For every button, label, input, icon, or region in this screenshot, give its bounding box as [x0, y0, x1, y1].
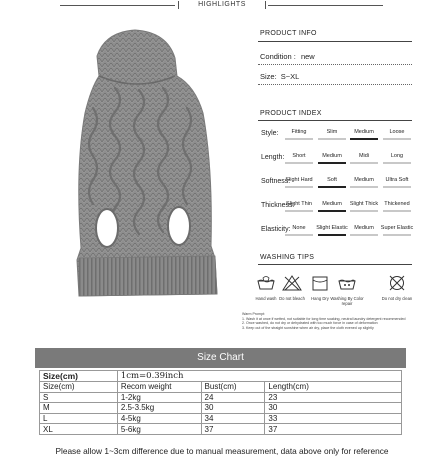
index-option: Midi: [358, 153, 370, 159]
index-option-selected-bar: [318, 210, 346, 212]
index-option-bar: [350, 186, 378, 188]
index-option: Medium: [354, 129, 374, 135]
condition-row: [260, 52, 315, 61]
index-option-bar: [350, 210, 378, 212]
warm-prompt-line: 1. Wash it at once if wetted, not suitable for long time soaking, neutral laundry detergent recommended: [242, 316, 406, 321]
index-option-selected-bar: [350, 138, 378, 140]
size-table-cell: 30: [201, 403, 265, 414]
washing-heading: WASHING TIPS: [260, 254, 315, 261]
wash-label: Washing By Color repair: [330, 296, 364, 306]
index-label: Thickness:: [261, 202, 295, 209]
index-option-bar: [285, 234, 313, 236]
index-label: Length:: [261, 154, 285, 161]
wash-label: Do not dry clean: [381, 296, 413, 301]
index-label: Elasticity:: [261, 226, 291, 233]
index-option: Thickened: [384, 201, 410, 207]
index-option: Medium: [322, 201, 342, 207]
size-table-row: [40, 403, 402, 414]
size-table-cell: Size(cm): [40, 382, 118, 393]
index-option-bar: [383, 234, 411, 236]
index-option-bar: [350, 234, 378, 236]
index-option: Medium: [354, 177, 374, 183]
wash-label: Do not bleach: [279, 296, 305, 301]
size-table-title: Size(cm): [40, 371, 118, 382]
index-option: Long: [390, 153, 404, 159]
warm-prompt: [242, 312, 405, 330]
index-option: Soft: [327, 177, 337, 183]
index-option-bar: [383, 138, 411, 140]
size-table-cell: Bust(cm): [201, 382, 265, 393]
wash-label: Hang Dry: [311, 296, 329, 301]
index-option: Slight Thick: [349, 201, 379, 207]
header-tick-right: [265, 1, 266, 9]
size-table-cell: 23: [265, 392, 402, 403]
index-option: None: [292, 225, 306, 231]
hand-wash-icon: [256, 275, 276, 291]
washing-rule: [258, 264, 412, 265]
size-table-cell: 1-2kg: [117, 392, 201, 403]
index-option: Slim: [326, 129, 338, 135]
index-option: Fitting: [291, 129, 307, 135]
index-option: Ultra Soft: [385, 177, 409, 183]
knit-sweater-illustration: [27, 18, 242, 308]
index-option-bar: [383, 162, 411, 164]
size-table-cell: 37: [201, 424, 265, 435]
index-option: Medium: [354, 225, 374, 231]
index-option-bar: [285, 210, 313, 212]
size-row: [260, 72, 299, 81]
warm-prompt-line: 2. Once washed, do not dry or dehydrated with too much force in case of deformation: [242, 321, 378, 326]
no-dry-clean-icon: [387, 275, 407, 291]
product-info-heading: PRODUCT INFO: [260, 30, 317, 37]
index-option: Slight Elastic: [316, 225, 348, 231]
measurement-note: Please allow 1~3cm difference due to manual measurement, data above only for reference: [55, 446, 389, 456]
size-table-cell: Recom weight: [117, 382, 201, 393]
condition-value: new: [300, 52, 315, 61]
color-wash-icon: [337, 275, 357, 291]
hang-dry-icon: [310, 275, 330, 291]
product-index-rule: [258, 120, 412, 121]
size-table-cell: 5-6kg: [117, 424, 201, 435]
unit-conversion: 1cm=0.39inch: [117, 371, 401, 382]
index-option-bar: [318, 138, 346, 140]
size-table-header-row: [40, 382, 402, 393]
page-title: HIGHLIGHTS: [198, 1, 246, 8]
index-option: Super Elastic: [380, 225, 414, 231]
size-chart-heading: Size Chart: [35, 348, 406, 368]
index-option: Slight Thin: [286, 201, 312, 207]
no-bleach-icon: [282, 275, 302, 291]
product-info-rule: [258, 41, 412, 42]
index-label: Softness:: [261, 178, 291, 185]
warm-prompt-title: Warm Prompt:: [242, 312, 266, 316]
wash-label: Hand wash: [255, 296, 277, 301]
condition-rule: [258, 64, 412, 65]
index-option-selected-bar: [318, 234, 346, 236]
product-image: [27, 18, 242, 308]
size-table-cell: 2.5-3.5kg: [117, 403, 201, 414]
index-option-selected-bar: [318, 186, 346, 188]
index-option-bar: [285, 186, 313, 188]
size-table-cell: L: [40, 413, 118, 424]
index-option-bar: [285, 162, 313, 164]
size-value: S~XL: [280, 72, 300, 81]
product-index-heading: PRODUCT INDEX: [260, 110, 322, 117]
size-table-cell: 33: [265, 413, 402, 424]
index-option: Medium: [322, 153, 342, 159]
size-table-cell: 37: [265, 424, 402, 435]
size-table-cell: M: [40, 403, 118, 414]
size-table-cell: 30: [265, 403, 402, 414]
index-label: Style:: [261, 130, 279, 137]
index-option-bar: [383, 186, 411, 188]
size-table-row: [40, 413, 402, 424]
size-label: Size:: [260, 72, 277, 81]
size-table-cell: Length(cm): [265, 382, 402, 393]
index-option-bar: [285, 138, 313, 140]
index-option: Slight Hard: [285, 177, 313, 183]
index-option: Short: [292, 153, 306, 159]
size-table: [39, 370, 402, 435]
warm-prompt-line: 3. Keep out of the straight sunshine when air dry, place the cloth evened up slightly: [242, 325, 374, 330]
size-table-cell: 34: [201, 413, 265, 424]
size-table-row: [40, 392, 402, 403]
header-rule-right: [268, 5, 383, 6]
size-rule: [258, 84, 412, 85]
size-table-row: [40, 424, 402, 435]
size-table-cell: 4-5kg: [117, 413, 201, 424]
index-option-selected-bar: [318, 162, 346, 164]
size-table-cell: 24: [201, 392, 265, 403]
size-table-title-row: [40, 371, 402, 382]
size-table-cell: XL: [40, 424, 118, 435]
size-table-cell: S: [40, 392, 118, 403]
index-option-bar: [350, 162, 378, 164]
condition-label: Condition :: [260, 52, 296, 61]
index-option-bar: [383, 210, 411, 212]
index-option: Loose: [389, 129, 405, 135]
